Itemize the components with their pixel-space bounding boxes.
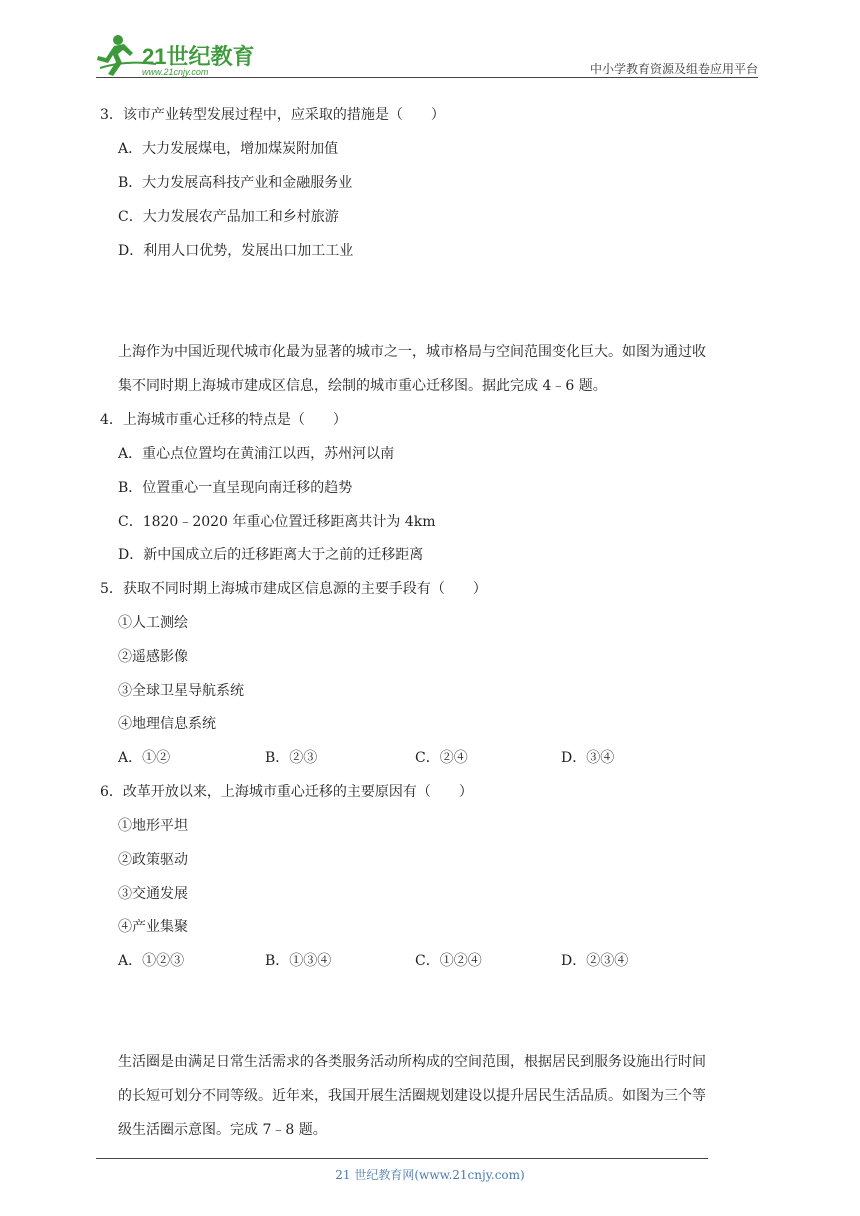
runner-icon [96,34,266,78]
logo-url: www.21cnjy.com [142,67,209,77]
question-5-choice-d: D．③④ [561,750,615,766]
question-4-option-d: D．新中国成立后的迁移距离大于之前的迁移距离 [118,547,424,563]
question-6-item-1: ①地形平坦 [118,818,188,834]
question-5-item-3: ③全球卫星导航系统 [118,683,244,699]
question-5-choice-a: A．①② [118,750,171,766]
question-5-item-2: ②遥感影像 [118,649,188,665]
question-6-item-2: ②政策驱动 [118,852,188,868]
question-6-choice-b: B．①③④ [265,953,332,969]
footer-site-link[interactable]: 21 世纪教育网(www.21cnjy.com) [335,1168,525,1182]
question-5-choice-c: C．②④ [415,750,468,766]
passage-1-line-1: 上海作为中国近现代城市化最为显著的城市之一，城市格局与空间范围变化巨大。如图为通过收 [118,344,706,360]
site-logo [96,34,266,78]
question-6-item-3: ③交通发展 [118,886,188,902]
question-5-choice-b: B．②③ [265,750,318,766]
question-6-choice-a: A．①②③ [118,953,185,969]
header-divider [96,77,758,78]
question-3-option-d: D．利用人口优势，发展出口加工工业 [118,243,354,259]
question-4-option-a: A．重心点位置均在黄浦江以西，苏州河以南 [118,446,395,462]
passage-2-line-2: 的长短可划分不同等级。近年来，我国开展生活圈规划建设以提升居民生活品质。如图为三个等 [118,1088,706,1104]
passage-2-line-1: 生活圈是由满足日常生活需求的各类服务活动所构成的空间范围，根据居民到服务设施出行时间 [118,1054,706,1070]
question-3-option-a: A．大力发展煤电，增加煤炭附加值 [118,141,339,157]
question-3-stem: 3．该市产业转型发展过程中，应采取的措施是（ ） [100,107,445,123]
footer-divider [96,1158,708,1159]
question-6-choice-d: D．②③④ [561,953,629,969]
question-5-item-1: ①人工测绘 [118,615,188,631]
question-5-stem: 5．获取不同时期上海城市建成区信息源的主要手段有（ ） [100,581,487,597]
question-5-choices [118,748,678,768]
question-6-item-4: ④产业集聚 [118,919,188,935]
passage-1-line-2: 集不同时期上海城市建成区信息，绘制的城市重心迁移图。据此完成 4﹣6 题。 [118,378,607,394]
question-6-choice-c: C．①②④ [415,953,482,969]
question-6-choices [118,951,678,971]
passage-2-line-3: 级生活圈示意图。完成 7﹣8 题。 [118,1122,327,1138]
logo-text: 21世纪教育 [142,44,255,69]
header-platform-name: 中小学教育资源及组卷应用平台 [589,62,758,76]
question-5-item-4: ④地理信息系统 [118,716,216,732]
question-4-option-b: B．位置重心一直呈现向南迁移的趋势 [118,480,353,496]
question-3-option-c: C．大力发展农产品加工和乡村旅游 [118,209,339,225]
question-4-stem: 4．上海城市重心迁移的特点是（ ） [100,412,347,428]
question-3-option-b: B．大力发展高科技产业和金融服务业 [118,175,353,191]
question-6-stem: 6．改革开放以来，上海城市重心迁移的主要原因有（ ） [100,784,473,800]
question-4-option-c: C．1820﹣2020 年重心位置迁移距离共计为 4km [118,514,436,530]
